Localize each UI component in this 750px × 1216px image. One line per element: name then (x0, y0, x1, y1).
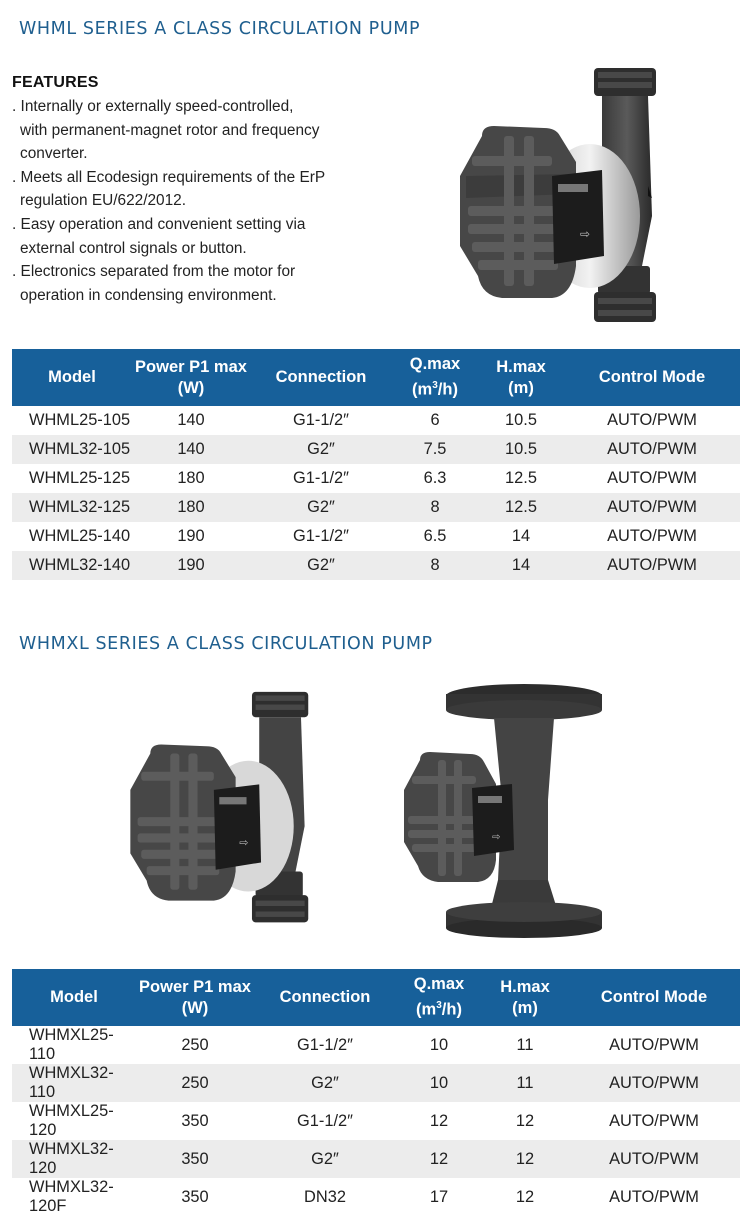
feature-line: operation in condensing environment. (20, 286, 277, 304)
table-row (12, 1026, 740, 1064)
cell-qmax: 6.5 (423, 527, 447, 545)
feature-line: . Easy operation and convenient setting via (12, 215, 306, 233)
cell-control: AUTO/PWM (609, 1111, 699, 1130)
cell-control: AUTO/PWM (607, 527, 697, 545)
cell-model: WHML32-105 (12, 435, 132, 464)
cell-connection: DN32 (304, 1187, 346, 1206)
cell-power: 190 (177, 527, 205, 545)
cell-power: 350 (181, 1111, 209, 1130)
whmxl-spec-table (12, 969, 740, 1216)
cell-hmax: 11 (482, 1064, 568, 1102)
col-hmax-line2: (m) (508, 378, 534, 397)
col-power (136, 969, 254, 1026)
cell-connection: G2″ (254, 1064, 396, 1102)
svg-text:⇨: ⇨ (492, 832, 501, 843)
cell-model: WHMXL32-120F (29, 1178, 114, 1215)
table-header-row (12, 349, 740, 406)
cell-power: 180 (177, 469, 205, 487)
col-model: Model (12, 969, 136, 1026)
col-qmax-unit-b: /h) (441, 1000, 462, 1019)
cell-model: WHMXL25-120 (29, 1102, 114, 1139)
cell-control: AUTO/PWM (607, 411, 697, 429)
cell-model: WHML25-105 (29, 411, 131, 429)
cell-qmax: 12 (429, 1111, 449, 1130)
col-qmax-line1: Q.max (413, 975, 465, 994)
cell-control: AUTO/PWM (607, 469, 697, 487)
cell-hmax: 10.5 (505, 411, 537, 429)
col-qmax-unit-a: (m (412, 380, 433, 399)
col-control-mode: Control Mode (568, 969, 740, 1026)
table-row (12, 551, 740, 580)
cell-connection: G2″ (250, 435, 392, 464)
cell-qmax: 7.5 (392, 435, 478, 464)
feature-line: converter. (20, 145, 88, 163)
col-power-line2: (W) (181, 998, 209, 1017)
table-row (12, 1064, 740, 1102)
flanged-circulation-pump-icon (398, 680, 608, 942)
cell-power: 140 (132, 435, 250, 464)
cell-hmax: 12.5 (478, 493, 564, 522)
cell-qmax: 12 (396, 1140, 482, 1178)
cell-model: WHML32-140 (12, 551, 132, 580)
cell-power: 250 (181, 1035, 209, 1054)
col-power-line1: Power P1 max (135, 357, 247, 376)
col-power (132, 349, 250, 406)
cell-control: AUTO/PWM (564, 435, 740, 464)
table-row (12, 522, 740, 551)
col-model: Model (12, 349, 132, 406)
cell-power: 190 (132, 551, 250, 580)
cell-qmax: 10 (396, 1064, 482, 1102)
features-heading: FEATURES (12, 74, 99, 91)
whmxl-section-title: WHMXL SERIES A CLASS CIRCULATION PUMP (19, 634, 433, 654)
features-list (12, 95, 392, 307)
cell-qmax: 6.3 (423, 469, 447, 487)
col-qmax-unit-sup: 3 (436, 1000, 442, 1012)
col-connection: Connection (250, 349, 392, 406)
col-hmax-line2: (m) (512, 998, 538, 1017)
cell-hmax: 12 (515, 1111, 535, 1130)
table-row (12, 435, 740, 464)
cell-control: AUTO/PWM (564, 493, 740, 522)
col-qmax (396, 969, 482, 1026)
col-hmax (478, 349, 564, 406)
col-qmax-unit-a: (m (416, 1000, 437, 1019)
col-qmax-unit-b: /h) (437, 380, 458, 399)
table-row (12, 1140, 740, 1178)
cell-connection: G1-1/2″ (293, 527, 349, 545)
cell-model: WHML25-140 (29, 527, 131, 545)
cell-qmax: 6 (430, 411, 440, 429)
col-power-line1: Power P1 max (139, 977, 251, 996)
feature-line: . Electronics separated from the motor for (12, 263, 296, 281)
cell-power: 180 (132, 493, 250, 522)
table-header-row (12, 969, 740, 1026)
cell-model: WHMXL32-120 (12, 1140, 136, 1178)
cell-control: AUTO/PWM (564, 551, 740, 580)
feature-line: external control signals or button. (20, 239, 247, 257)
cell-power: 350 (181, 1187, 209, 1206)
threaded-circulation-pump-icon (122, 690, 342, 926)
cell-qmax: 10 (429, 1035, 449, 1054)
feature-line: . Internally or externally speed-controlled, (12, 98, 294, 115)
cell-control: AUTO/PWM (609, 1187, 699, 1206)
cell-control: AUTO/PWM (609, 1035, 699, 1054)
col-qmax-unit-sup: 3 (432, 380, 438, 392)
cell-power: 350 (136, 1140, 254, 1178)
cell-power: 140 (177, 411, 205, 429)
col-connection: Connection (254, 969, 396, 1026)
col-control-mode: Control Mode (564, 349, 740, 406)
table-row (12, 1178, 740, 1216)
cell-hmax: 10.5 (478, 435, 564, 464)
cell-qmax: 8 (392, 551, 478, 580)
col-qmax (392, 349, 478, 406)
cell-control: AUTO/PWM (568, 1064, 740, 1102)
cell-model: WHML32-125 (12, 493, 132, 522)
whml-spec-table (12, 349, 740, 580)
cell-connection: G1-1/2″ (293, 469, 349, 487)
cell-hmax: 14 (478, 551, 564, 580)
cell-hmax: 14 (511, 527, 531, 545)
col-hmax-line1: H.max (496, 357, 546, 376)
col-hmax (482, 969, 568, 1026)
cell-model: WHML25-125 (29, 469, 131, 487)
feature-line: . Meets all Ecodesign requirements of the ErP (12, 168, 326, 186)
features-block (12, 74, 392, 307)
cell-connection: G1-1/2″ (297, 1035, 353, 1054)
cell-hmax: 12 (515, 1187, 535, 1206)
cell-qmax: 8 (392, 493, 478, 522)
cell-model: WHMXL32-110 (12, 1064, 136, 1102)
table-row (12, 493, 740, 522)
cell-connection: G2″ (254, 1140, 396, 1178)
cell-connection: G2″ (250, 551, 392, 580)
table-row (12, 464, 740, 493)
cell-connection: G2″ (250, 493, 392, 522)
cell-qmax: 17 (429, 1187, 449, 1206)
threaded-circulation-pump-icon (452, 66, 692, 326)
svg-text:⇨: ⇨ (239, 836, 249, 850)
table-row (12, 406, 740, 435)
col-power-line2: (W) (177, 378, 205, 397)
cell-hmax: 12 (482, 1140, 568, 1178)
cell-connection: G1-1/2″ (297, 1111, 353, 1130)
svg-text:⇨: ⇨ (580, 227, 591, 241)
col-hmax-line1: H.max (500, 977, 550, 996)
cell-power: 250 (136, 1064, 254, 1102)
cell-hmax: 12.5 (505, 469, 537, 487)
cell-control: AUTO/PWM (568, 1140, 740, 1178)
cell-model: WHMXL25-110 (29, 1026, 114, 1063)
col-qmax-line1: Q.max (409, 355, 461, 374)
cell-hmax: 11 (516, 1035, 534, 1054)
feature-line: with permanent-magnet rotor and frequency (20, 121, 320, 139)
feature-line: regulation EU/622/2012. (20, 192, 186, 210)
whml-section-title: WHML SERIES A CLASS CIRCULATION PUMP (19, 19, 421, 39)
cell-connection: G1-1/2″ (293, 411, 349, 429)
table-row (12, 1102, 740, 1140)
